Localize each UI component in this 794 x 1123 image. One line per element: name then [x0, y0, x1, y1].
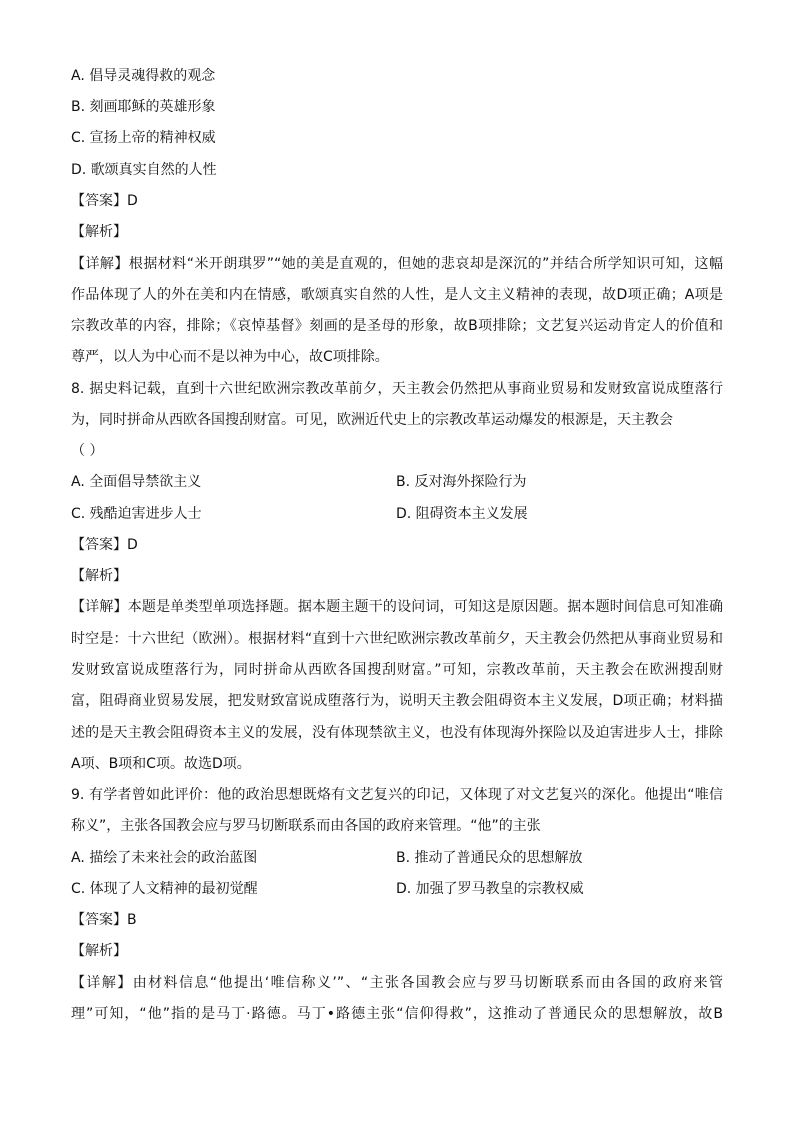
q9-detail-line: 理”可知，“他”指的是马丁·路德。马丁•路德主张“信仰得救”，这推动了普通民众的思想解放，故B [71, 1006, 723, 1022]
q8-option-a: A. 全面倡导禁欲主义 [71, 474, 202, 490]
q8-detail-line: 富，阻碍商业贸易发展，把发财致富说成堕落行为，说明天主教会阻碍资本主义发展，D项正确；材料描 [71, 693, 723, 709]
q7-analysis-heading: 【解析】 [71, 224, 127, 240]
q8-detail-line: 述的是天主教会阻碍资本主义的发展，没有体现禁欲主义，也没有体现海外探险以及迫害进步人士，排除 [71, 725, 723, 741]
q8-stem-line: 为，同时拼命从西欧各国搜刮财富。可见，欧洲近代史上的宗教改革运动爆发的根源是，天主教会 [71, 412, 673, 428]
q7-option-c: C. 宣扬上帝的精神权威 [71, 130, 216, 146]
q9-option-c: C. 体现了人文精神的最初觉醒 [71, 881, 258, 897]
q7-detail-line: 【详解】根据材料“米开朗琪罗”“她的美是直观的，但她的悲哀却是深沉的”并结合所学知识可知，这幅 [71, 256, 723, 272]
q8-detail-line: 发财致富说成堕落行为，同时拼命从西欧各国搜刮财富。”可知，宗教改革前，天主教会在欧洲搜刮财 [71, 662, 723, 678]
q7-option-d: D. 歌颂真实自然的人性 [71, 162, 217, 178]
q9-stem-line: 称义”，主张各国教会应与罗马切断联系而由各国的政府来管理。“他”的主张 [71, 818, 541, 834]
q7-option-b: B. 刻画耶稣的英雄形象 [71, 99, 216, 115]
q7-answer: 【答案】D [71, 193, 138, 209]
q8-stem-line: 8. 据史料记载，直到十六世纪欧洲宗教改革前夕，天主教会仍然把从事商业贸易和发财致富说成堕落行 [71, 381, 723, 397]
q9-option-a: A. 描绘了未来社会的政治蓝图 [71, 850, 258, 866]
q7-detail-line: 宗教改革的内容，排除；《哀悼基督》刻画的是圣母的形象，故B项排除；文艺复兴运动肯定人的价值和 [71, 318, 723, 334]
q8-detail-line: 【详解】本题是单类型单项选择题。据本题主题干的设问词，可知这是原因题。据本题时间信息可知准确 [71, 599, 723, 615]
q8-option-c: C. 残酷迫害进步人士 [71, 506, 202, 522]
q8-answer-blank: （ ） [71, 443, 104, 459]
q9-detail-line: 【详解】由材料信息“他提出‘唯信称义’”、“主张各国教会应与罗马切断联系而由各国的政府来管 [71, 975, 723, 991]
q8-answer: 【答案】D [71, 537, 138, 553]
q9-option-d: D. 加强了罗马教皇的宗教权威 [396, 881, 584, 897]
q7-option-a: A. 倡导灵魂得救的观念 [71, 68, 216, 84]
q7-detail-line: 作品体现了人的外在美和内在情感，歌颂真实自然的人性，是人文主义精神的表现，故D项正确；A项是 [71, 287, 723, 303]
q7-detail-line: 尊严，以人为中心而不是以神为中心，故C项排除。 [71, 349, 389, 365]
q8-detail-line: 时空是：十六世纪（欧洲）。根据材料“直到十六世纪欧洲宗教改革前夕，天主教会仍然把从事商业贸易和 [71, 631, 723, 647]
q8-option-b: B. 反对海外探险行为 [396, 474, 527, 490]
q8-option-d: D. 阻碍资本主义发展 [396, 506, 528, 522]
q9-analysis-heading: 【解析】 [71, 943, 127, 959]
q8-detail-line: A项、B项和C项。故选D项。 [71, 756, 251, 772]
q9-answer: 【答案】B [71, 912, 137, 928]
q9-option-b: B. 推动了普通民众的思想解放 [396, 850, 583, 866]
q8-analysis-heading: 【解析】 [71, 568, 127, 584]
q9-stem-line: 9. 有学者曾如此评价：他的政治思想既烙有文艺复兴的印记，又体现了对文艺复兴的深化。他提出“唯信 [71, 787, 723, 803]
